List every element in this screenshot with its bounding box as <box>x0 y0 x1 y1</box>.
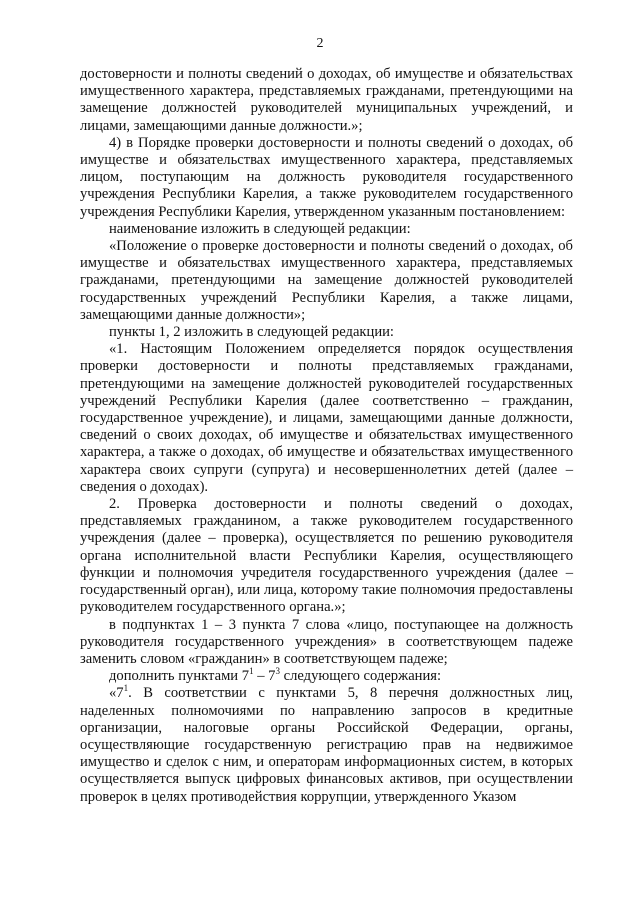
paragraph-points-instruction: пункты 1, 2 изложить в следующей редакции: <box>109 324 394 341</box>
add-points-text-before: дополнить пунктами 7 <box>109 668 250 685</box>
superscript-1: 1 <box>249 666 254 677</box>
paragraph-point-1: «1. Настоящим Положением определяется порядок осуществления проверки достоверности и полноты представляемых гражданами, претендующими на замещение должностей руководителей государственных учреждений Республики Карелия (далее соответственно – гражданин, государственное учреждение), и лицами, замещающими данные должности, сведений о своих доходах, об имуществе и обязательствах имущественного характера, а также о доходах, об имуществе и обязательствах имущественного характера своих супруги (супруга) и несовершеннолетних детей (далее – сведения о доходах). <box>80 341 573 495</box>
add-points-text-middle: – 7 <box>253 668 276 685</box>
point-7-1-number: «7 <box>109 685 124 702</box>
paragraph-item-4: 4) в Порядке проверки достоверности и полноты сведений о доходах, об имуществе и обязательствах имущественного характера, представляемых лицом, поступающим на должность руководителя государственного учреждения Республики Карелия, а также руководителем государственного учреждения Республики Карелия, утвержденном указанным постановлением: <box>80 134 573 220</box>
paragraph-continuation: достоверности и полноты сведений о доходах, об имуществе и обязательствах имущественного характера, представляемых гражданами, претендующими на замещение должностей руководителей муниципальных учреждений, и лицами, замещающими данные должности.»; <box>80 66 573 134</box>
paragraph-subpoints-instruction: в подпунктах 1 – 3 пункта 7 слова «лицо, поступающее на должность руководителя государственного учреждения» в соответствующем падеже заменить словом «гражданин» в соответствующем падеже; <box>80 616 573 667</box>
paragraph-add-points <box>80 668 573 685</box>
superscript-3: 3 <box>275 666 280 677</box>
document-body <box>80 66 573 806</box>
point-7-1-text: . В соответствии с пунктами 5, 8 перечня должностных лиц, наделенных полномочиями по направлению запросов в кредитные организации, налоговые органы Российской Федерации, органы, осуществляющие государственную регистрацию прав на недвижимое имущество и сделок с ним, и операторам информационных систем, в которых осуществляется выпуск цифровых финансовых активов, при осуществлении проверок в целях противодействия коррупции, утвержденного Указом <box>80 685 573 805</box>
add-points-text-after: следующего содержания: <box>279 668 442 685</box>
point-7-1-superscript: 1 <box>123 683 129 694</box>
paragraph-title-instruction: наименование изложить в следующей редакции: <box>109 220 411 237</box>
paragraph-point-7-1 <box>80 685 573 805</box>
paragraph-point-2: 2. Проверка достоверности и полноты сведений о доходах, представляемых гражданином, а также руководителем государственного учреждения (далее – проверка), осуществляется по решению руководителя органа исполнительной власти Республики Карелия, осуществляющего функции и полномочия учредителя государственного учреждения (далее – государственный орган), или лица, которому такие полномочия предоставлены руководителем государственного органа.»; <box>80 496 573 616</box>
paragraph-new-title: «Положение о проверке достоверности и полноты сведений о доходах, об имуществе и обязательствах имущественного характера, представляемых гражданами, претендующими на замещение должностей руководителей государственных учреждений Республики Карелия, а также лицами, замещающими данные должности»; <box>80 238 573 323</box>
page-number: 2 <box>316 36 324 51</box>
